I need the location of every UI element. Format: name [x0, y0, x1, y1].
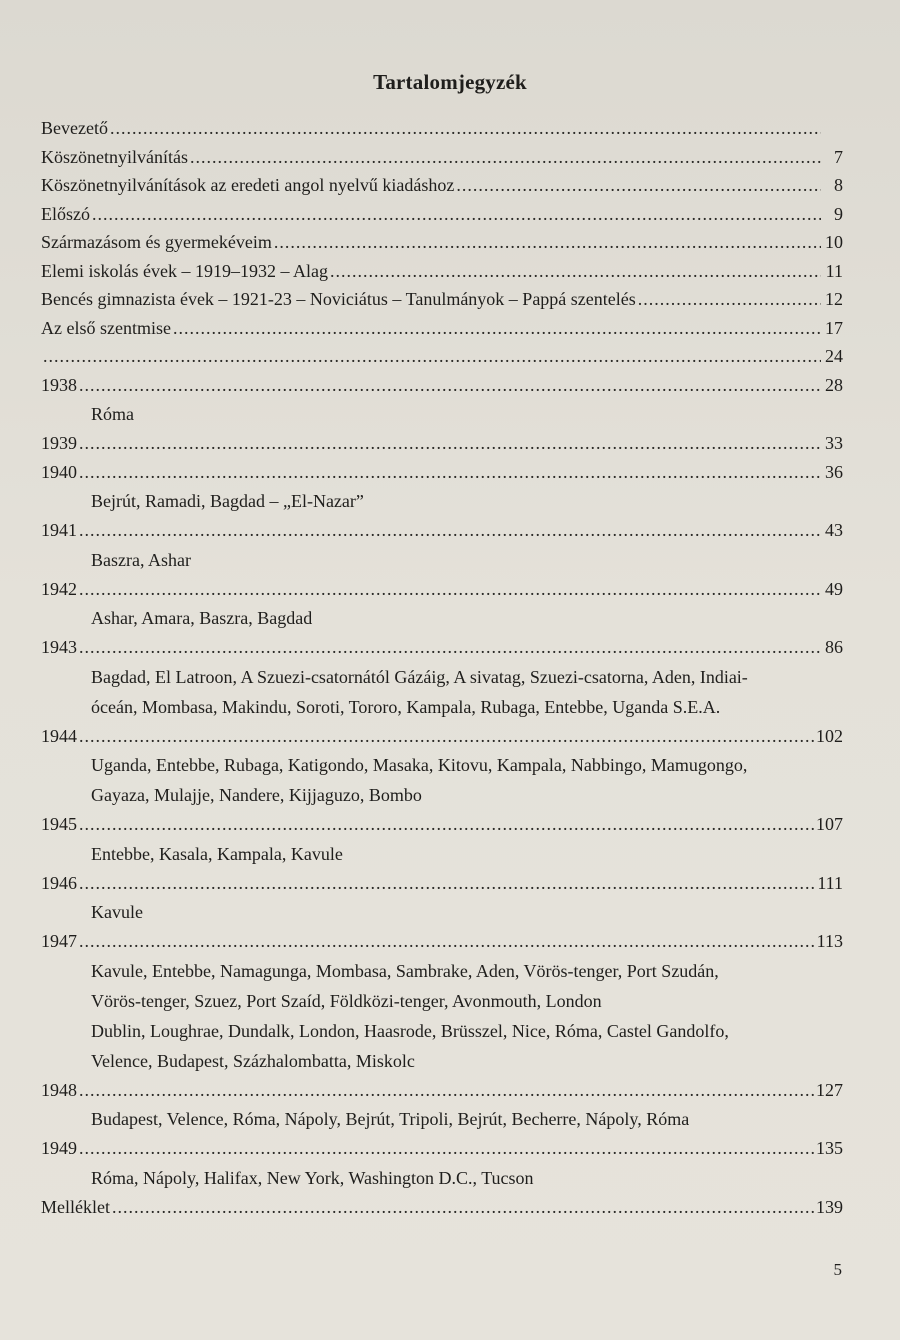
toc-entry-title: Elemi iskolás évek – 1919–1932 – Alag [41, 260, 328, 281]
toc-entry-page: 86 [825, 637, 843, 657]
toc-entry-title: Az első szentmise [41, 317, 171, 338]
toc-entry [41, 289, 843, 318]
toc-entry-places [41, 545, 843, 575]
places-line: Róma, Nápoly, Halifax, New York, Washington D.C., Tucson [91, 1167, 534, 1188]
leader-dots [456, 175, 821, 196]
toc-entry [41, 232, 843, 261]
toc-entry [41, 1197, 843, 1226]
places-line: Ashar, Amara, Baszra, Bagdad [91, 608, 313, 628]
leader-dots [274, 232, 821, 253]
leader-dots [638, 289, 821, 310]
leader-dots [79, 433, 821, 454]
toc-entry [41, 318, 843, 347]
toc-entry-places [41, 603, 843, 633]
toc-entry-page: 139 [816, 1196, 843, 1217]
page-number: 5 [833, 1260, 842, 1279]
leader-dots [330, 261, 821, 282]
places-line: Baszra, Ashar [91, 549, 191, 570]
toc-entry-page: 102 [816, 725, 843, 746]
toc-entry-page: 24 [825, 346, 843, 366]
places-line: Entebbe, Kasala, Kampala, Kavule [91, 843, 343, 864]
toc-entry-page: 7 [834, 146, 843, 167]
toc-entry-title: Köszönetnyilvánítás [41, 146, 188, 167]
leader-dots [173, 318, 821, 339]
places-line: Uganda, Entebbe, Rubaga, Katigondo, Masaka, Kitovu, Kampala, Nabbingo, Mamugongo, [91, 755, 748, 775]
places-line: Dublin, Loughrae, Dundalk, London, Haasrode, Brüsszel, Nice, Róma, Castel Gandolfo, [91, 1020, 729, 1041]
leader-dots [79, 814, 814, 835]
toc-entry-title: 1949 [41, 1138, 77, 1158]
toc-entry-page: 113 [816, 931, 843, 951]
toc-entry-title: 1940 [41, 461, 77, 482]
toc-entry-page: 8 [834, 175, 843, 195]
places-line: Kavule [91, 902, 143, 922]
leader-dots [110, 118, 821, 139]
toc-entry-page: 111 [817, 872, 843, 893]
toc-entry-page: 9 [834, 203, 843, 224]
toc-entry-title: 1943 [41, 637, 77, 657]
toc-entry-page: 127 [816, 1079, 843, 1100]
toc-entry-places [41, 897, 843, 927]
toc-entry [41, 433, 843, 462]
toc-entry-page: 36 [825, 461, 843, 482]
leader-dots [79, 726, 814, 747]
toc-entry-page: 11 [825, 260, 843, 281]
toc-entry-page: 12 [825, 289, 843, 309]
toc-entry [41, 204, 843, 233]
toc-entry-title: Előszó [41, 203, 90, 224]
leader-dots [92, 204, 821, 225]
toc-entry-title: 1944 [41, 725, 77, 746]
toc-entry [41, 118, 843, 147]
toc-entry-title: Köszönetnyilvánítások az eredeti angol nyelvű kiadáshoz [41, 175, 455, 195]
leader-dots [79, 579, 821, 600]
leader-dots [79, 375, 821, 396]
leader-dots [190, 147, 821, 168]
toc-entry-page: 135 [816, 1138, 843, 1158]
toc-entry-title: 1946 [41, 872, 77, 893]
leader-dots [79, 637, 821, 658]
page-title: Tartalomjegyzék [373, 70, 527, 94]
places-line: Bejrút, Ramadi, Bagdad – „El-Nazar” [91, 491, 364, 511]
toc-entry-title: Bencés gimnazista évek – 1921-23 – Noviciátus – Tanulmányok – Pappá szentelés [41, 289, 636, 309]
toc-entry-places [41, 399, 843, 429]
places-line: Róma [91, 404, 134, 424]
toc-entry-places [41, 956, 843, 1076]
toc-entry-title: 1941 [41, 520, 77, 540]
table-of-contents [41, 118, 843, 1225]
leader-dots [79, 1080, 814, 1101]
places-line: Vörös-tenger, Szuez, Port Szaíd, Földközi-tenger, Avonmouth, London [91, 990, 602, 1011]
toc-entry-title: 1939 [41, 433, 77, 453]
toc-entry-page: 43 [825, 520, 843, 540]
leader-dots [79, 462, 821, 483]
toc-entry-page: 49 [825, 578, 843, 599]
toc-entry-places [41, 1163, 843, 1193]
toc-entry-places [41, 839, 843, 869]
leader-dots [43, 346, 821, 367]
toc-entry-title: Származásom és gyermekéveim [41, 232, 272, 252]
toc-entry-title: 1948 [41, 1079, 77, 1100]
places-line: Gayaza, Mulajje, Nandere, Kijjaguzo, Bombo [91, 785, 422, 805]
toc-entry-places [41, 750, 843, 810]
toc-entry-title: 1947 [41, 931, 77, 951]
places-line: Kavule, Entebbe, Namagunga, Mombasa, Sambrake, Aden, Vörös-tenger, Port Szudán, [91, 960, 719, 981]
leader-dots [79, 931, 815, 952]
leader-dots [79, 1138, 814, 1159]
toc-entry-page: 28 [825, 374, 843, 395]
places-line: Bagdad, El Latroon, A Szuezi-csatornától Gázáig, A sivatag, Szuezi-csatorna, Aden, Indiai- [91, 666, 748, 687]
toc-entry-title: 1942 [41, 578, 77, 599]
leader-dots [79, 520, 821, 541]
places-line: Budapest, Velence, Róma, Nápoly, Bejrút, Tripoli, Bejrút, Becherre, Nápoly, Róma [91, 1109, 690, 1129]
toc-entry-places [41, 486, 843, 516]
places-line: óceán, Mombasa, Makindu, Soroti, Tororo, Kampala, Rubaga, Entebbe, Uganda S.E.A. [91, 696, 721, 717]
leader-dots [79, 873, 815, 894]
places-line: Velence, Budapest, Százhalombatta, Miskolc [91, 1050, 415, 1071]
toc-entry-title: Melléklet [41, 1196, 110, 1217]
toc-entry [41, 147, 843, 176]
toc-entry-page: 17 [825, 317, 843, 338]
toc-entry-places [41, 1104, 843, 1134]
toc-entry-title: 1938 [41, 374, 77, 395]
toc-entry [41, 175, 843, 204]
toc-entry-title: Bevezető [41, 118, 108, 138]
toc-entry [41, 261, 843, 290]
toc-entry-places [41, 662, 843, 722]
toc-entry [41, 346, 843, 375]
leader-dots [112, 1197, 814, 1218]
toc-entry-title: 1945 [41, 814, 77, 834]
toc-entry-page: 10 [825, 232, 843, 252]
toc-entry-page: 107 [816, 814, 843, 834]
toc-entry-page: 33 [825, 433, 843, 453]
